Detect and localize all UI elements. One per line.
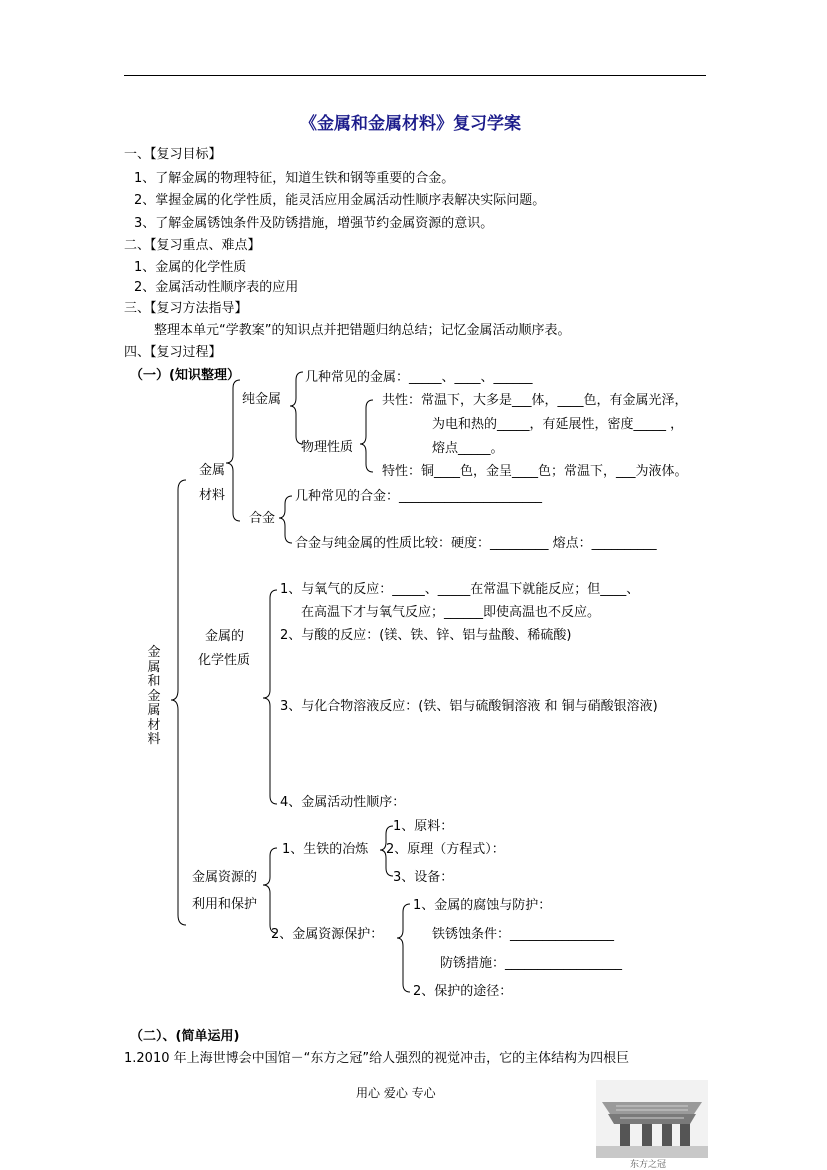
protection-item-1: 1、金属的腐蚀与防护： (413, 898, 552, 913)
resources-label-2: 利用和保护 (192, 897, 258, 912)
goal-item-2: 2、掌握金属的化学性质，能灵活应用金属活动性顺序表解决实际问题。 (134, 193, 546, 208)
common-metals-line: 几种常见的金属：_____、____、______ (305, 370, 533, 385)
chem-props-label-1: 金属的 (205, 629, 245, 644)
metal-materials-label-1: 金属 (199, 463, 226, 478)
smelting-item-2: 2、原理（方程式）： (386, 842, 505, 857)
section-2-heading: 二、【复习重点、难点】 (124, 238, 261, 253)
common-props-line-2: 为电和热的_____，有延展性，密度_____ ， (432, 417, 684, 432)
root-label-vertical: 金属和金属材料 (147, 645, 161, 747)
physical-props-label: 物理性质 (301, 440, 354, 455)
chem-item-acid: 2、与酸的反应：(镁、铁、锌、铝与盐酸、稀硫酸) (280, 628, 572, 643)
smelting-label: 1、生铁的冶炼 (282, 842, 369, 857)
metal-materials-label-2: 材料 (199, 488, 226, 503)
protection-item-3: 防锈措施：__________________ (440, 956, 623, 971)
chem-item-oxygen-2: 在高温下才与氧气反应；______即使高温也不反应。 (301, 605, 601, 620)
smelting-item-1: 1、原料： (393, 819, 454, 834)
alloy-label: 合金 (249, 511, 276, 526)
pure-metal-label: 纯金属 (242, 392, 282, 407)
china-pavilion-image (596, 1080, 708, 1158)
smelting-item-3: 3、设备： (393, 870, 454, 885)
protection-item-2: 铁锈蚀条件：________________ (432, 927, 615, 942)
common-alloys-line: 几种常见的合金：______________________ (295, 489, 543, 504)
chem-item-activity: 4、金属活动性顺序： (280, 795, 406, 810)
image-caption: 东方之冠 (630, 1160, 667, 1170)
chem-item-oxygen-1: 1、与氧气的反应：_____、_____在常温下就能反应；但____、 (280, 582, 640, 597)
section-3-heading: 三、【复习方法指导】 (124, 301, 248, 316)
focus-item-2: 2、金属活动性顺序表的应用 (134, 280, 299, 295)
part-2-heading: （二）、(简单运用) (130, 1029, 240, 1044)
page-title: 《金属和金属材料》复习学案 (300, 114, 521, 134)
section-1-heading: 一、【复习目标】 (124, 147, 222, 162)
special-props-line: 特性：铜____色，金呈____色；常温下，___为液体。 (382, 464, 688, 479)
footer-text: 用心 爱心 专心 (356, 1086, 436, 1100)
method-text: 整理本单元“学教案”的知识点并把错题归纳总结；记忆金属活动顺序表。 (154, 323, 571, 338)
protection-label: 2、金属资源保护： (271, 927, 384, 942)
common-props-line-1: 共性：常温下，大多是___体，____色，有金属光泽， (382, 393, 688, 408)
protection-item-4: 2、保护的途径： (413, 984, 513, 999)
section-4-heading: 四、【复习过程】 (124, 345, 222, 360)
goal-item-1: 1、了解金属的物理特征，知道生铁和钢等重要的合金。 (134, 171, 455, 186)
header-rule (124, 75, 706, 76)
goal-item-3: 3、了解金属锈蚀条件及防锈措施，增强节约金属资源的意识。 (134, 216, 494, 231)
focus-item-1: 1、金属的化学性质 (134, 260, 247, 275)
part-1-heading: （一）(知识整理） (130, 368, 240, 383)
alloy-compare-line: 合金与纯金属的性质比较：硬度：_________ 熔点：__________ (295, 536, 657, 551)
resources-label-1: 金属资源的 (192, 870, 258, 885)
chem-item-solution: 3、与化合物溶液反应：(铁、铝与硫酸铜溶液 和 铜与硝酸银溶液) (280, 699, 658, 714)
common-props-line-3: 熔点_____。 (432, 441, 504, 456)
question-1-text: 1.2010 年上海世博会中国馆－“东方之冠”给人强烈的视觉冲击，它的主体结构为四根巨 (124, 1051, 630, 1066)
chem-props-label-2: 化学性质 (198, 653, 251, 668)
